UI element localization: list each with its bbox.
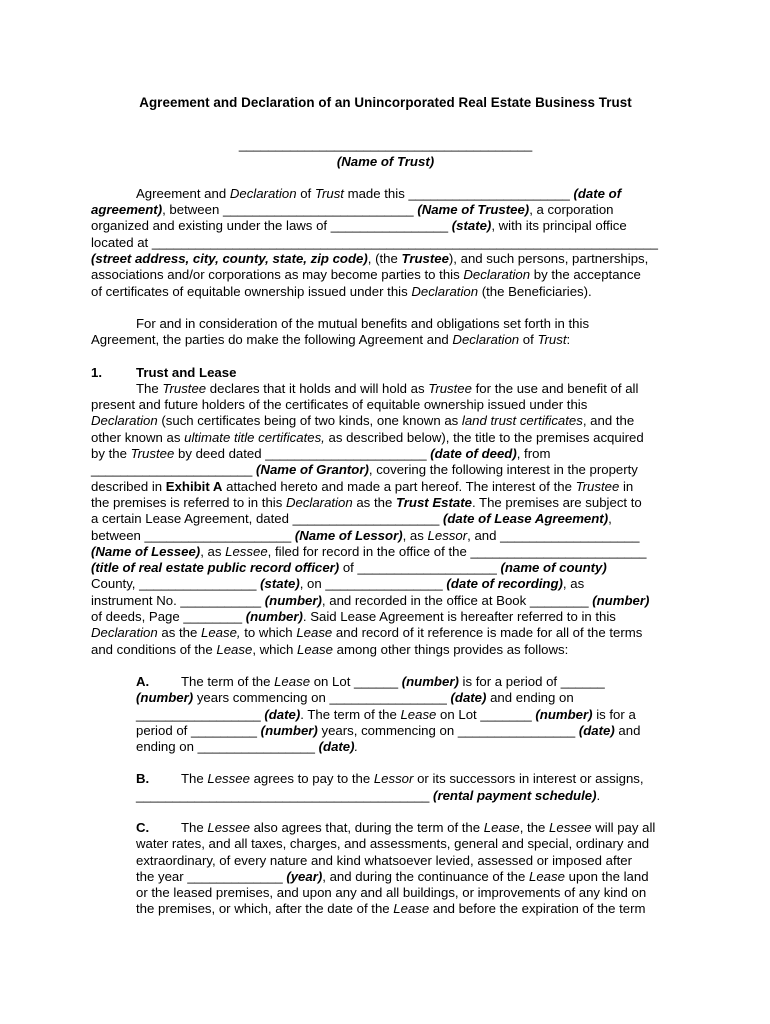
text: , the (519, 819, 550, 835)
text: declares that it holds and will hold as (206, 380, 429, 396)
section-1 (91, 365, 680, 658)
text: , which (252, 641, 298, 657)
text: The (181, 771, 208, 787)
text: (date of (573, 185, 622, 201)
text: (date of deed) (430, 446, 517, 462)
trust-name-label: (Name of Trust) (336, 153, 435, 169)
item-b (91, 771, 680, 804)
text: or its successors in interest or assigns, (413, 771, 644, 787)
text: by the acceptance (530, 267, 641, 283)
text: . The term of the (300, 706, 401, 722)
text: also agrees that, during the term of the (249, 819, 484, 835)
text: of (296, 185, 315, 201)
text: Lease (393, 901, 430, 917)
text: ________________________________________ (136, 787, 434, 803)
text: (number) (592, 592, 650, 608)
text: , and during the continuance of the (322, 868, 530, 884)
text: Trustee (401, 251, 449, 267)
text: Agreement and (136, 185, 230, 201)
text: , as (562, 576, 585, 592)
text: agreement) (91, 202, 163, 218)
text: , on ________________ (299, 576, 447, 592)
text: (date of Lease Agreement) (442, 511, 609, 527)
section-1-heading (91, 365, 680, 381)
text: Declaration (91, 625, 158, 641)
text: Trustee (428, 380, 472, 396)
text: , filed for record in the office of the ________________________ (267, 543, 647, 559)
text: (state) (260, 576, 300, 592)
text: , from (516, 446, 551, 462)
text: instrument No. ___________ (91, 592, 265, 608)
text: Declaration (411, 283, 479, 299)
text: Lessee (207, 819, 250, 835)
text: , covering the following interest in the property (368, 462, 638, 478)
text: among other things provides as follows: (332, 641, 569, 657)
text: (street address, city, county, state, zip code) (91, 251, 368, 267)
text: (date) (450, 690, 487, 706)
text: Lease (400, 706, 437, 722)
text: by deed dated ______________________ (174, 446, 431, 462)
text: as the (352, 494, 396, 510)
text: (number) (260, 722, 318, 738)
text: will pay all (591, 819, 656, 835)
text: Trustee (575, 478, 620, 494)
item-a (91, 674, 680, 755)
text: a certain Lease Agreement, dated ____________________ (91, 511, 443, 527)
text: or the leased premises, and upon any and all buildings, or improvements of any kind on (136, 885, 647, 901)
text: attached hereto and made a part hereof. The interest of the (222, 478, 576, 494)
item-label: A. (136, 673, 150, 689)
text: . (596, 787, 601, 803)
text: years, commencing on ________________ (317, 722, 579, 738)
text: The (136, 380, 163, 396)
text: period of _________ (136, 722, 261, 738)
text: ______________________ (91, 462, 257, 478)
text: , and ___________________ (467, 527, 640, 543)
consideration-paragraph (91, 316, 680, 349)
text: (name of county) (500, 560, 607, 576)
text: by the (91, 446, 131, 462)
text: upon the land (564, 868, 649, 884)
text: Lessor (373, 771, 414, 787)
text: present and future holders of the certificates of equitable ownership issued under this (91, 397, 588, 413)
text: described in (91, 478, 166, 494)
text: The term of the (181, 673, 275, 689)
text: (Name of Lessee) (91, 543, 201, 559)
text: . The premises are subject to (471, 494, 642, 510)
text: (such certificates being of two kinds, one known as (157, 413, 462, 429)
item-label: C. (136, 819, 150, 835)
text: as the (157, 625, 201, 641)
text: of deeds, Page ________ (91, 609, 246, 625)
text: between ____________________ (91, 527, 295, 543)
text: Lease (529, 868, 565, 884)
text: _________________ (136, 706, 265, 722)
text: , a corporation (529, 202, 614, 218)
text: in (619, 478, 634, 494)
text: ultimate title certificates, (184, 429, 325, 445)
text: For and in consideration of the mutual benefits and obligations set forth in this (136, 315, 590, 331)
text: Trustee (130, 446, 175, 462)
text: Lease (216, 641, 253, 657)
section-number: 1. (91, 364, 102, 380)
text: Declaration (91, 413, 158, 429)
text: as described below), the title to the premises acquired (324, 429, 644, 445)
text: Trust (314, 185, 344, 201)
text: (number) (136, 690, 194, 706)
text: and (614, 722, 641, 738)
text: (number) (264, 592, 322, 608)
text: the premises is referred to in this (91, 494, 286, 510)
text: other known as (91, 429, 185, 445)
text: (number) (535, 706, 593, 722)
text: Agreement, the parties do make the following Agreement and (91, 332, 453, 348)
text: : (566, 332, 571, 348)
text: (title of real estate public record officer) (91, 560, 340, 576)
text: , between __________________________ (162, 202, 418, 218)
text: water rates, and all taxes, charges, and assessments, general and special, ordinary and (136, 836, 650, 852)
text: made this ______________________ (343, 185, 574, 201)
text: is for a period of ______ (458, 673, 605, 689)
text: Declaration (229, 185, 297, 201)
trust-name-blank: ________________________________________ (238, 137, 533, 153)
text: to which (240, 625, 297, 641)
text: Lease (483, 819, 520, 835)
text: Trustee (162, 380, 207, 396)
text: of (519, 332, 538, 348)
text: on Lot _______ (436, 706, 536, 722)
text: Lessor (427, 527, 468, 543)
text: Declaration (285, 494, 353, 510)
text: (date) (264, 706, 301, 722)
text: and conditions of the (91, 641, 217, 657)
document-title: Agreement and Declaration of an Unincorporated Real Estate Business Trust (139, 95, 632, 110)
text: (Name of Trustee) (417, 202, 530, 218)
text: (Name of Lessor) (294, 527, 403, 543)
text: (rental payment schedule) (433, 787, 597, 803)
text: , (the (367, 251, 402, 267)
text: and before the expiration of the term (429, 901, 646, 917)
text: Lease (274, 673, 311, 689)
text: , and recorded in the office at Book ________ (321, 592, 593, 608)
text: Lessee (207, 771, 250, 787)
text: of ___________________ (339, 560, 501, 576)
item-c (91, 820, 680, 918)
text: located at _____________________________________________________________________ (91, 234, 658, 250)
text: , and the (582, 413, 635, 429)
text: . (354, 739, 359, 755)
text: Lessee (225, 543, 268, 559)
text: (date) (578, 722, 615, 738)
text: Trust (537, 332, 567, 348)
text: and record of it reference is made for all of the terms (332, 625, 643, 641)
text: organized and existing under the laws of ________________ (91, 218, 452, 234)
text: Lessee (549, 819, 592, 835)
text: years commencing on ________________ (193, 690, 451, 706)
text: land trust certificates (461, 413, 583, 429)
text: Exhibit A (165, 478, 223, 494)
text: associations and/or corporations as may become parties to this (91, 267, 464, 283)
text: and ending on (486, 690, 574, 706)
text: (year) (286, 868, 323, 884)
text: (date) (318, 739, 355, 755)
item-label: B. (136, 771, 150, 787)
text: for the use and benefit of all (471, 380, 639, 396)
text: of certificates of equitable ownership issued under this (91, 283, 412, 299)
text: . Said Lease Agreement is hereafter referred to in this (302, 609, 616, 625)
text: Lease, (200, 625, 241, 641)
text: Declaration (452, 332, 520, 348)
text: ending on ________________ (136, 739, 319, 755)
text: , as (402, 527, 428, 543)
text: (number) (245, 609, 303, 625)
text: the year _____________ (136, 868, 287, 884)
text: Lease (296, 625, 333, 641)
text: on Lot ______ (310, 673, 402, 689)
text: Declaration (463, 267, 531, 283)
text: agrees to pay to the (249, 771, 374, 787)
text: The (181, 819, 208, 835)
intro-paragraph (91, 186, 680, 300)
text: (state) (451, 218, 492, 234)
text: is for a (592, 706, 636, 722)
text: extraordinary, of every nature and kind whatsoever levied, assessed or imposed after (136, 852, 633, 868)
text: (Name of Grantor) (256, 462, 369, 478)
text: , with its principal office (491, 218, 627, 234)
text: Trust Estate (395, 494, 472, 510)
text: (the Beneficiaries). (478, 283, 592, 299)
text: ), and such persons, partnerships, (448, 251, 649, 267)
text: (number) (401, 673, 459, 689)
text: , (608, 511, 612, 527)
text: the premises, or which, after the date of the (136, 901, 394, 917)
text: , as (200, 543, 226, 559)
text: County, ________________ (91, 576, 261, 592)
text: Lease (297, 641, 333, 657)
section-title: Trust and Lease (136, 364, 237, 380)
text: (date of recording) (446, 576, 563, 592)
